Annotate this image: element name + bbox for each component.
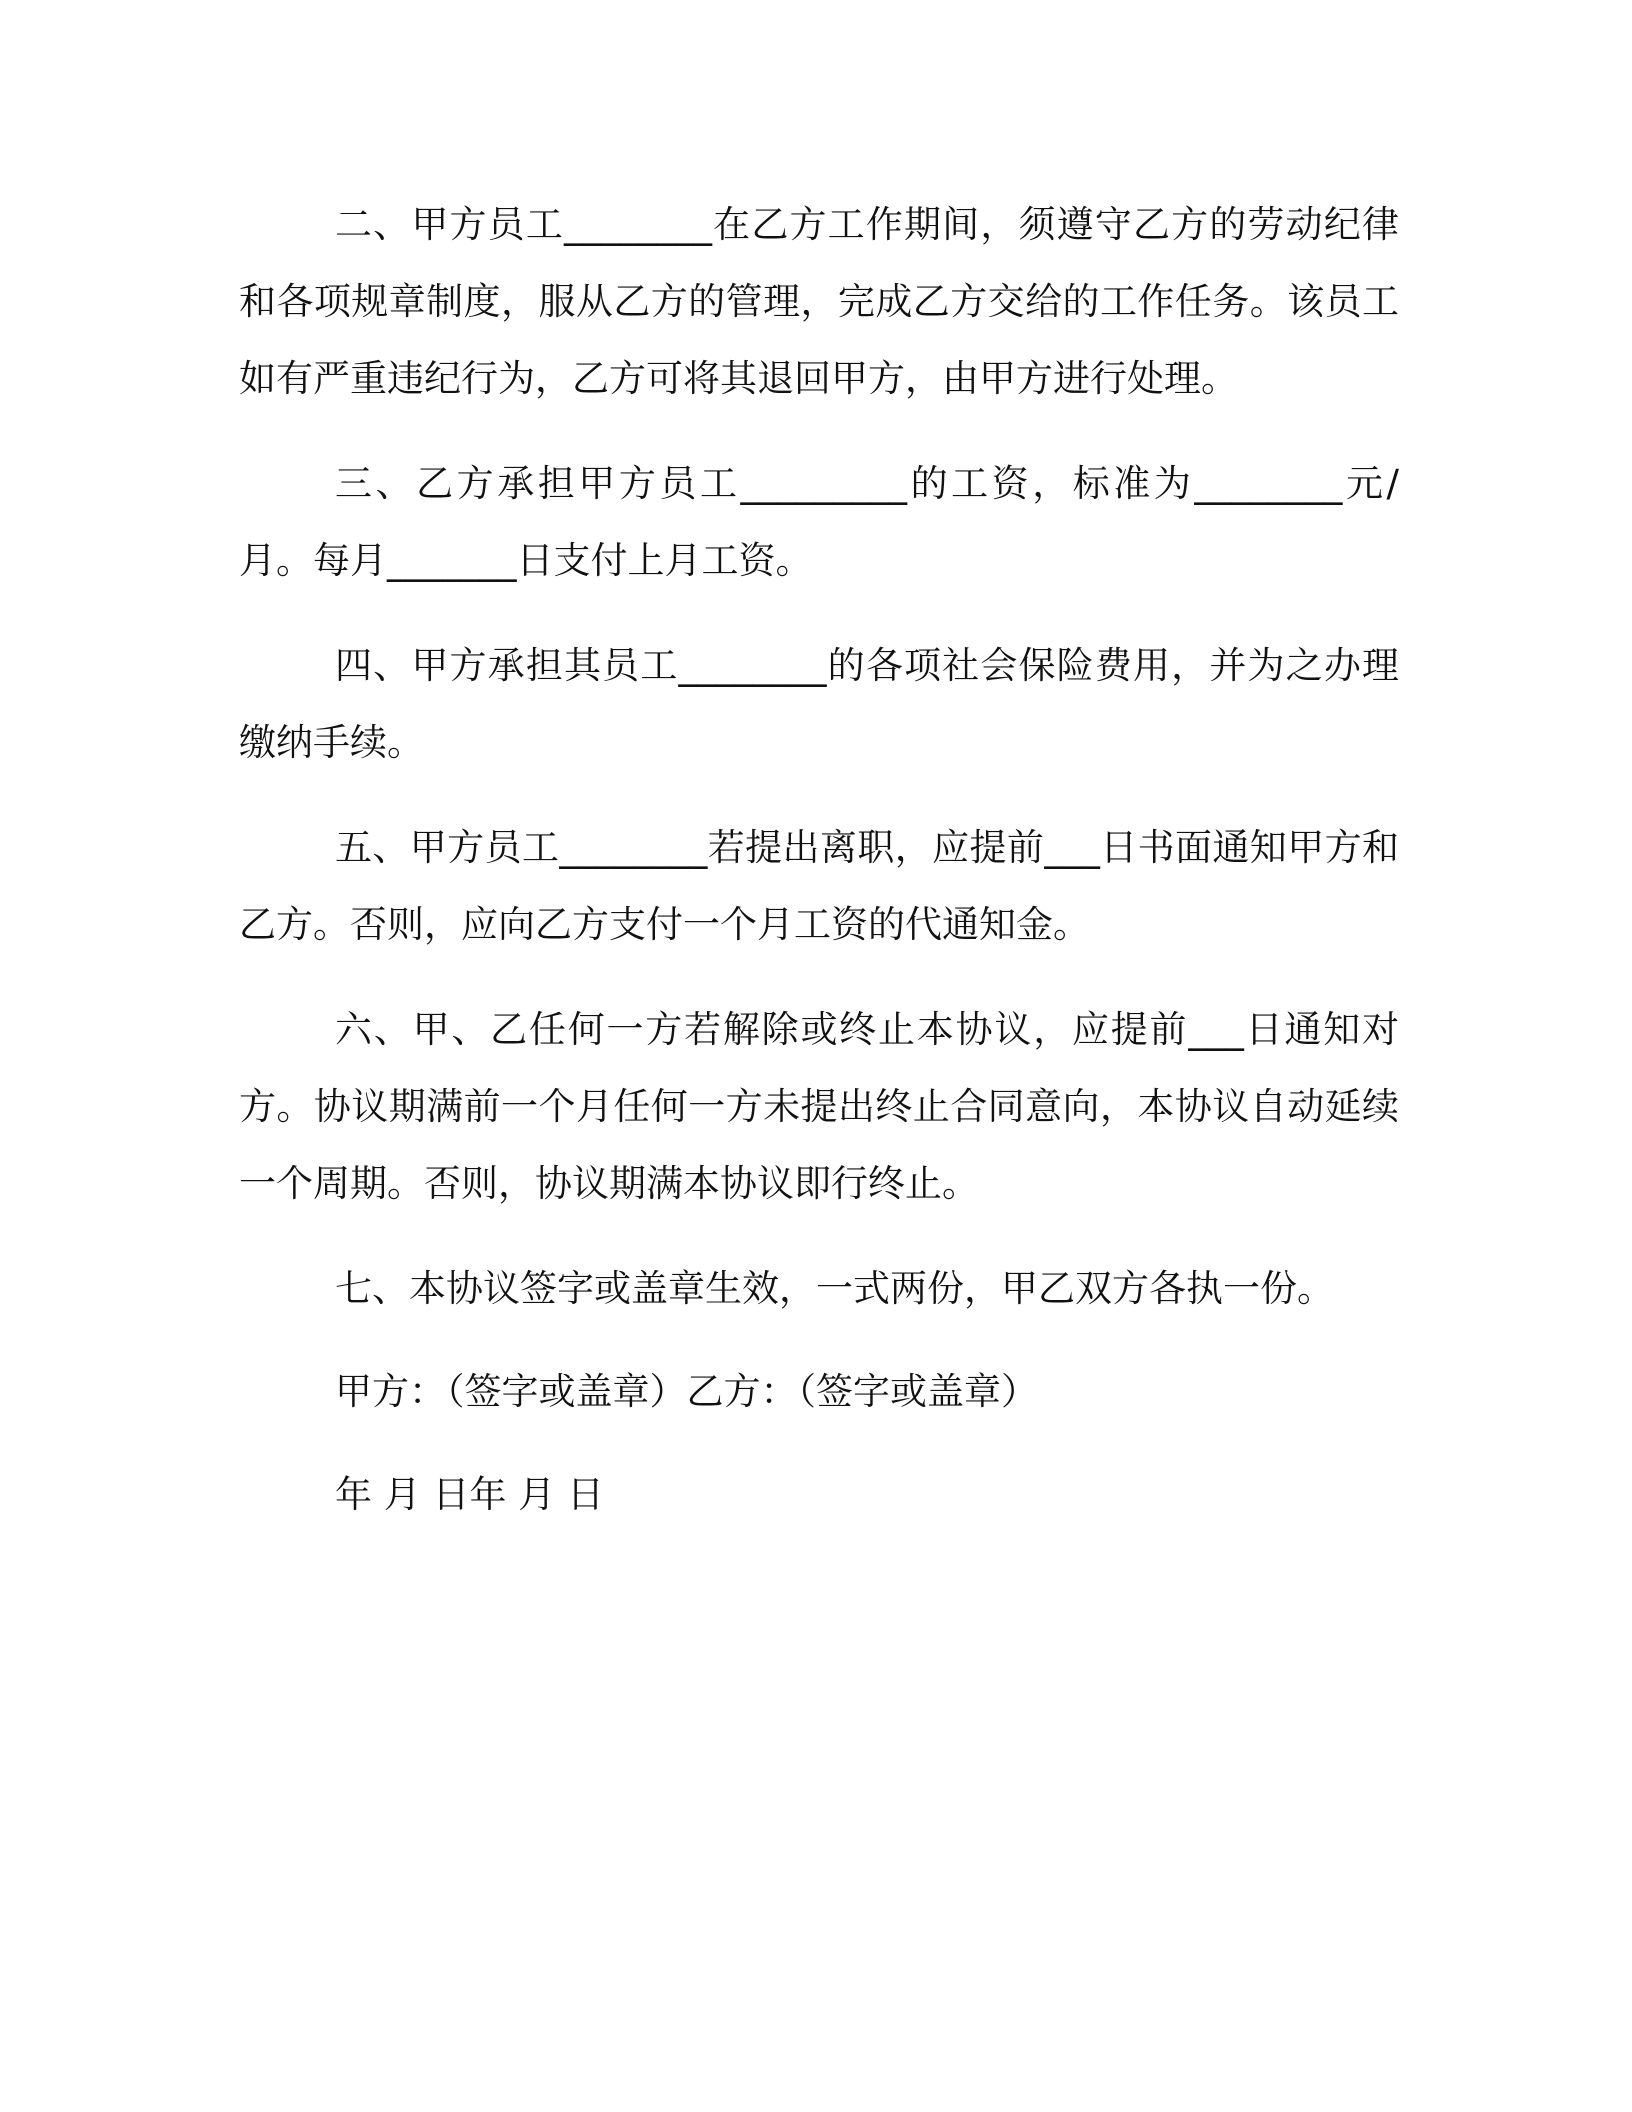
- clause-7: 七、本协议签字或盖章生效，一式两份，甲乙双方各执一份。: [335, 1267, 1334, 1310]
- date-line: 年 月 日年 月 日: [335, 1473, 605, 1516]
- signature-line: 甲方：（签字或盖章）乙方：（签字或盖章）: [335, 1370, 1038, 1413]
- document-body: [239, 186, 1399, 1559]
- clause-5: 五、甲方员工________若提出离职，应提前___日书面通知甲方和乙方。否则，应向乙方支付一个月工资的代通知金。: [239, 826, 1399, 946]
- clause-4: 四、甲方承担其员工________的各项社会保险费用，并为之办理缴纳手续。: [239, 644, 1399, 764]
- clause-2: 二、甲方员工________在乙方工作期间，须遵守乙方的劳动纪律和各项规章制度，服从乙方的管理，完成乙方交给的工作任务。该员工如有严重违纪行为，乙方可将其退回甲方，由甲方进行处理。: [239, 203, 1399, 400]
- clause-3: 三、乙方承担甲方员工_________的工资，标准为________元/月。每月_______日支付上月工资。: [239, 462, 1399, 582]
- clause-6: 六、甲、乙任何一方若解除或终止本协议，应提前___日通知对方。协议期满前一个月任何一方未提出终止合同意向，本协议自动延续一个周期。否则，协议期满本协议即行终止。: [239, 1008, 1399, 1205]
